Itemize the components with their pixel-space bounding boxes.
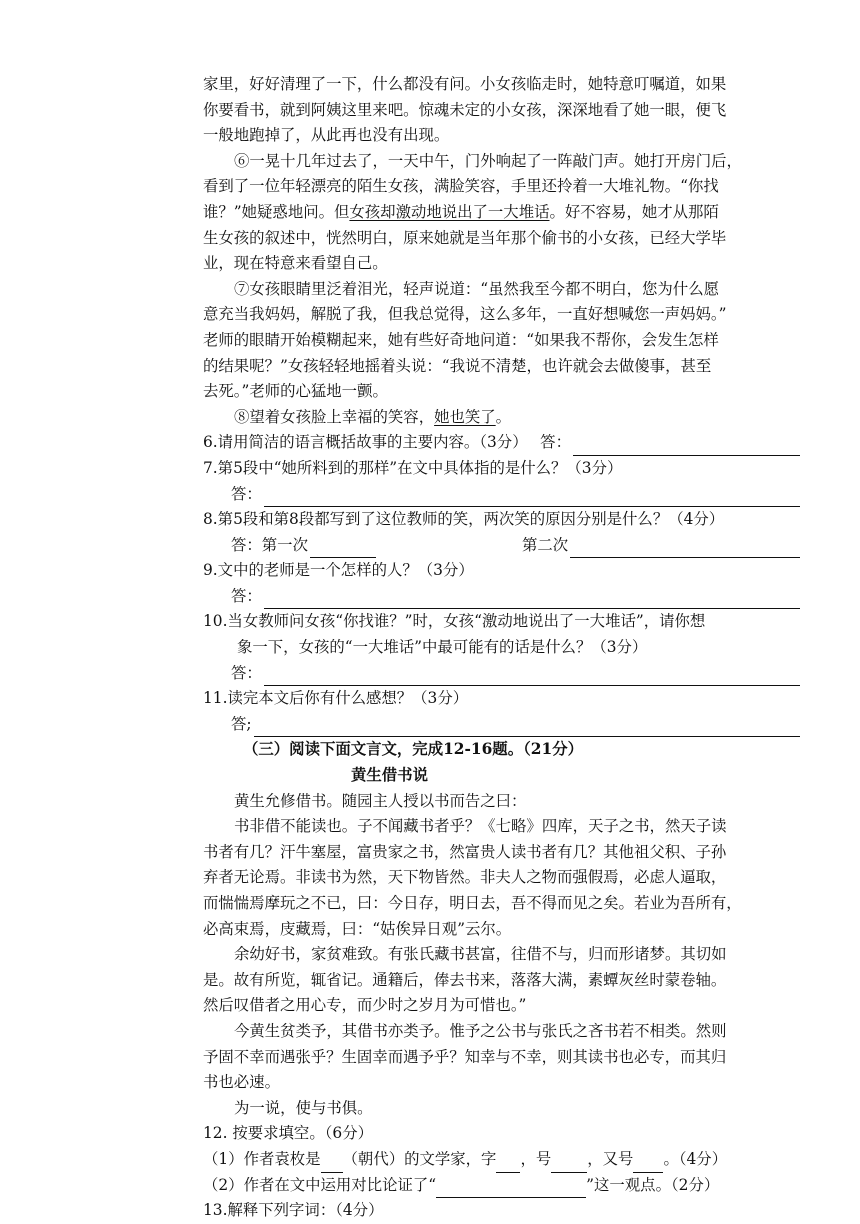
text: ”这一观点。（2分） xyxy=(586,1175,720,1194)
paragraph-6-line: 看到了一位年轻漂亮的陌生女孩，满脸笑容，手里还拎着一大堆礼物。“你找 xyxy=(203,177,719,196)
passage-line: 书者有几？汗牛塞屋，富贵家之书，然富贵人读书者有几？其他祖父积、子孙 xyxy=(203,842,727,861)
text: （朝代）的文学家，字 xyxy=(342,1149,497,1168)
question-8-answer xyxy=(203,533,800,559)
document-page xyxy=(203,72,800,1224)
question-12-part-1 xyxy=(203,1147,800,1173)
text: （1）作者袁枚是 xyxy=(203,1149,321,1168)
question-7-answer xyxy=(203,482,800,508)
answer-label: 答： xyxy=(231,663,262,682)
paragraph-7-line: ⑦女孩眼睛里泛着泪光，轻声说道：“虽然我至今都不明白，您为什么愿 xyxy=(234,279,719,298)
passage-line: 为一说，使与书俱。 xyxy=(234,1098,373,1117)
text: 。 xyxy=(495,407,512,426)
dynasty-blank[interactable] xyxy=(321,1154,343,1173)
answer-blank[interactable] xyxy=(264,488,800,507)
answer-blank[interactable] xyxy=(254,718,800,737)
story-line: 家里，好好清理了一下，什么都没有问。小女孩临走时，她特意叮嘱道，如果 xyxy=(203,75,727,93)
answer-blank-first[interactable] xyxy=(310,539,376,558)
answer-label-second: 第二次 xyxy=(521,535,569,554)
art-name-blank[interactable] xyxy=(551,1154,587,1173)
answer-blank-second[interactable] xyxy=(570,539,800,558)
answer-blank[interactable] xyxy=(573,437,800,456)
text: 。（4分） xyxy=(663,1149,728,1168)
paragraph-7-line: 意充当我妈妈，解脱了我，但我总觉得，这么多年，一直好想喊您一声妈妈。” xyxy=(203,305,727,324)
answer-label-first: 答：第一次 xyxy=(231,535,308,554)
passage-line: 而惴惴焉摩玩之不已，曰：今日存，明日去，吾不得而见之矣。若业为吾所有， xyxy=(203,894,742,912)
paragraph-7-line: 老师的眼睛开始模糊起来，她有些好奇地问道：“如果我不帮你，会发生怎样 xyxy=(203,330,719,349)
passage-line: 必高束焉，庋藏焉，曰：“姑俟异日观”云尔。 xyxy=(203,919,512,938)
story-line: 你要看书，就到阿姨这里来吧。惊魂未定的小女孩，深深地看了她一眼，便飞 xyxy=(203,100,727,119)
question-12: 12. 按要求填空。（6分） xyxy=(203,1124,373,1143)
paragraph-6-line: 生女孩的叙述中，恍然明白，原来她就是当年那个偷书的小女孩，已经大学毕 xyxy=(203,228,727,247)
passage-line: 然后叹借者之用心专，而少时之岁月为可惜也。” xyxy=(203,996,527,1015)
passage-line: 弃者无论焉。非读书为然，天下物皆然。非夫人之物而强假焉，必虑人逼取， xyxy=(203,868,727,887)
question-6 xyxy=(203,430,800,456)
passage-line: 予固不幸而遇张乎？生固幸而遇予乎？知幸与不幸，则其读书也必专，而其归 xyxy=(203,1047,727,1066)
underlined-phrase: 她也笑了 xyxy=(434,407,496,426)
paragraph-8-line xyxy=(203,405,800,431)
underlined-phrase: 女孩却激动地说出了一大堆话 xyxy=(349,202,550,221)
text: （2）作者在文中运用对比论证了“ xyxy=(203,1175,437,1194)
question-10: 10.当女教师问女孩“你找谁？”时，女孩“激动地说出了一大堆话”，请你想 xyxy=(203,612,706,631)
passage-line: 书非借不能读也。子不闻藏书者乎？《七略》四库，天子之书，然天子读 xyxy=(234,817,727,836)
answer-label: 答： xyxy=(231,586,262,605)
question-12-part-2 xyxy=(203,1173,800,1199)
passage-line: 是。故有所览，辄省记。通籍后，俸去书来，落落大满，素蟫灰丝时蒙卷轴。 xyxy=(203,970,727,989)
passage-line: 黄生允修借书。随园主人授以书而告之曰： xyxy=(234,791,527,810)
question-7: 7.第5段中“她所料到的那样”在文中具体指的是什么？（3分） xyxy=(203,458,623,477)
text: ，又号 xyxy=(587,1149,634,1168)
viewpoint-blank[interactable] xyxy=(436,1179,586,1198)
answer-label: 答; xyxy=(231,714,252,733)
question-9: 9.文中的老师是一个怎样的人？（3分） xyxy=(203,561,474,580)
section-heading: （三）阅读下面文言文，完成12-16题。（21分） xyxy=(243,740,583,759)
answer-blank[interactable] xyxy=(264,667,800,686)
passage-line: 书也必速。 xyxy=(203,1073,280,1092)
question-9-answer xyxy=(203,584,800,610)
alt-art-name-blank[interactable] xyxy=(633,1154,663,1173)
question-11-answer xyxy=(203,712,800,738)
passage-line: 余幼好书，家贫难致。有张氏藏书甚富，往借不与，归而形诸梦。其切如 xyxy=(234,945,727,964)
question-11: 11.读完本文后你有什么感想？（3分） xyxy=(203,689,469,708)
text: 。好不容易，她才从那陌 xyxy=(549,202,719,221)
story-line: 一般地跑掉了，从此再也没有出现。 xyxy=(203,126,450,145)
paragraph-6-line: ⑥一晃十几年过去了，一天中午，门外响起了一阵敲门声。她打开房门后， xyxy=(234,151,742,170)
question-13: 13.解释下列字词：（4分） xyxy=(203,1201,384,1220)
paragraph-6-line xyxy=(203,200,800,226)
paragraph-6-line: 业，现在特意来看望自己。 xyxy=(203,254,388,273)
question-8: 8.第5段和第8段都写到了这位教师的笑，两次笑的原因分别是什么？（4分） xyxy=(203,510,725,529)
text: ，号 xyxy=(520,1149,552,1168)
answer-label: 答： xyxy=(231,484,262,503)
text: ⑧望着女孩脸上幸福的笑容， xyxy=(234,407,435,426)
question-10-answer xyxy=(203,661,800,687)
text: 谁？”她疑惑地问。但 xyxy=(203,202,350,221)
question-10-cont: 象一下，女孩的“一大堆话”中最可能有的话是什么？（3分） xyxy=(237,638,648,657)
passage-line: 今黄生贫类予，其借书亦类予。惟予之公书与张氏之吝书若不相类。然则 xyxy=(234,1021,727,1040)
answer-blank[interactable] xyxy=(264,590,800,609)
question-text: 6.请用简洁的语言概括故事的主要内容。（3分） 答： xyxy=(203,433,571,452)
courtesy-name-blank[interactable] xyxy=(496,1154,520,1173)
paragraph-7-line: 去死。”老师的心猛地一颤。 xyxy=(203,382,388,401)
paragraph-7-line: 的结果呢？”女孩轻轻地摇着头说：“我说不清楚，也许就会去做傻事，甚至 xyxy=(203,356,712,375)
passage-title: 黄生借书说 xyxy=(351,766,428,785)
